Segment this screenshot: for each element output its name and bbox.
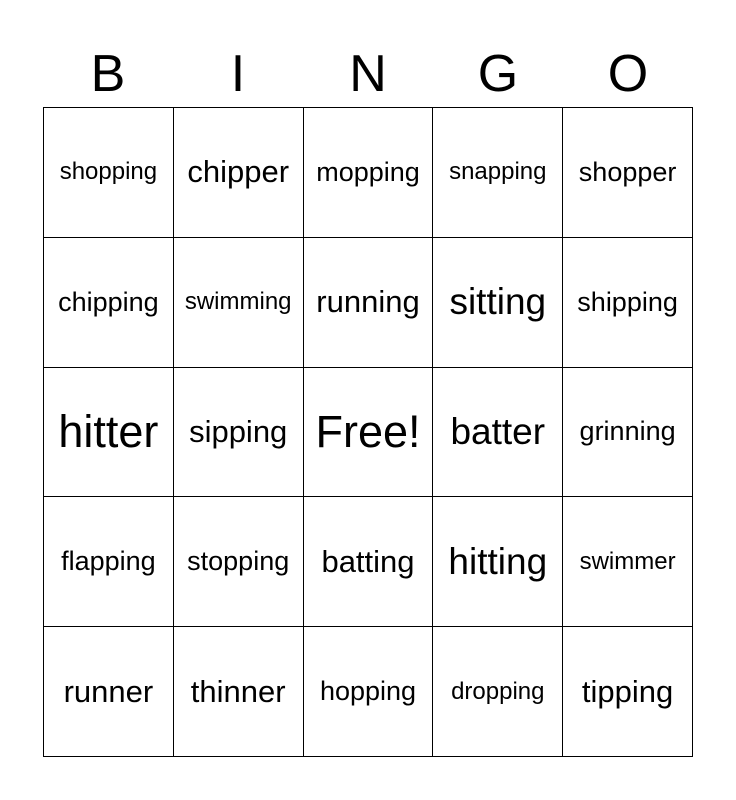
header-letter-o: O (607, 45, 649, 103)
bingo-cell-r2c2: swimming (174, 238, 304, 368)
bingo-cell-r3c5: grinning (563, 368, 693, 498)
bingo-cell-r3c4: batter (433, 368, 563, 498)
bingo-cell-r5c4: dropping (433, 627, 563, 757)
bingo-cell-r4c3: batting (304, 497, 434, 627)
bingo-cell-r5c3: hopping (304, 627, 434, 757)
bingo-cell-r1c3: mopping (304, 108, 434, 238)
bingo-header (43, 40, 693, 108)
header-letter-n: N (349, 45, 387, 103)
bingo-cell-r1c5: shopper (563, 108, 693, 238)
bingo-cell-r4c5: swimmer (563, 497, 693, 627)
header-letter-g: G (477, 45, 519, 103)
bingo-cell-r5c2: thinner (174, 627, 304, 757)
bingo-cell-r1c4: snapping (433, 108, 563, 238)
bingo-cell-r1c2: chipper (174, 108, 304, 238)
bingo-cell-r3c1: hitter (44, 368, 174, 498)
bingo-cell-r2c5: shipping (563, 238, 693, 368)
bingo-cell-r3c2: sipping (174, 368, 304, 498)
bingo-cell-r2c3: running (304, 238, 434, 368)
bingo-board (43, 107, 693, 757)
header-letter-b: B (90, 45, 126, 103)
bingo-cell-r1c1: shopping (44, 108, 174, 238)
bingo-cell-r3c3-free: Free! (304, 368, 434, 498)
bingo-cell-r4c2: stopping (174, 497, 304, 627)
bingo-cell-r4c1: flapping (44, 497, 174, 627)
bingo-cell-r5c1: runner (44, 627, 174, 757)
bingo-cell-r5c5: tipping (563, 627, 693, 757)
bingo-cell-r4c4: hitting (433, 497, 563, 627)
header-letter-i: I (230, 45, 246, 103)
bingo-cell-r2c1: chipping (44, 238, 174, 368)
bingo-cell-r2c4: sitting (433, 238, 563, 368)
